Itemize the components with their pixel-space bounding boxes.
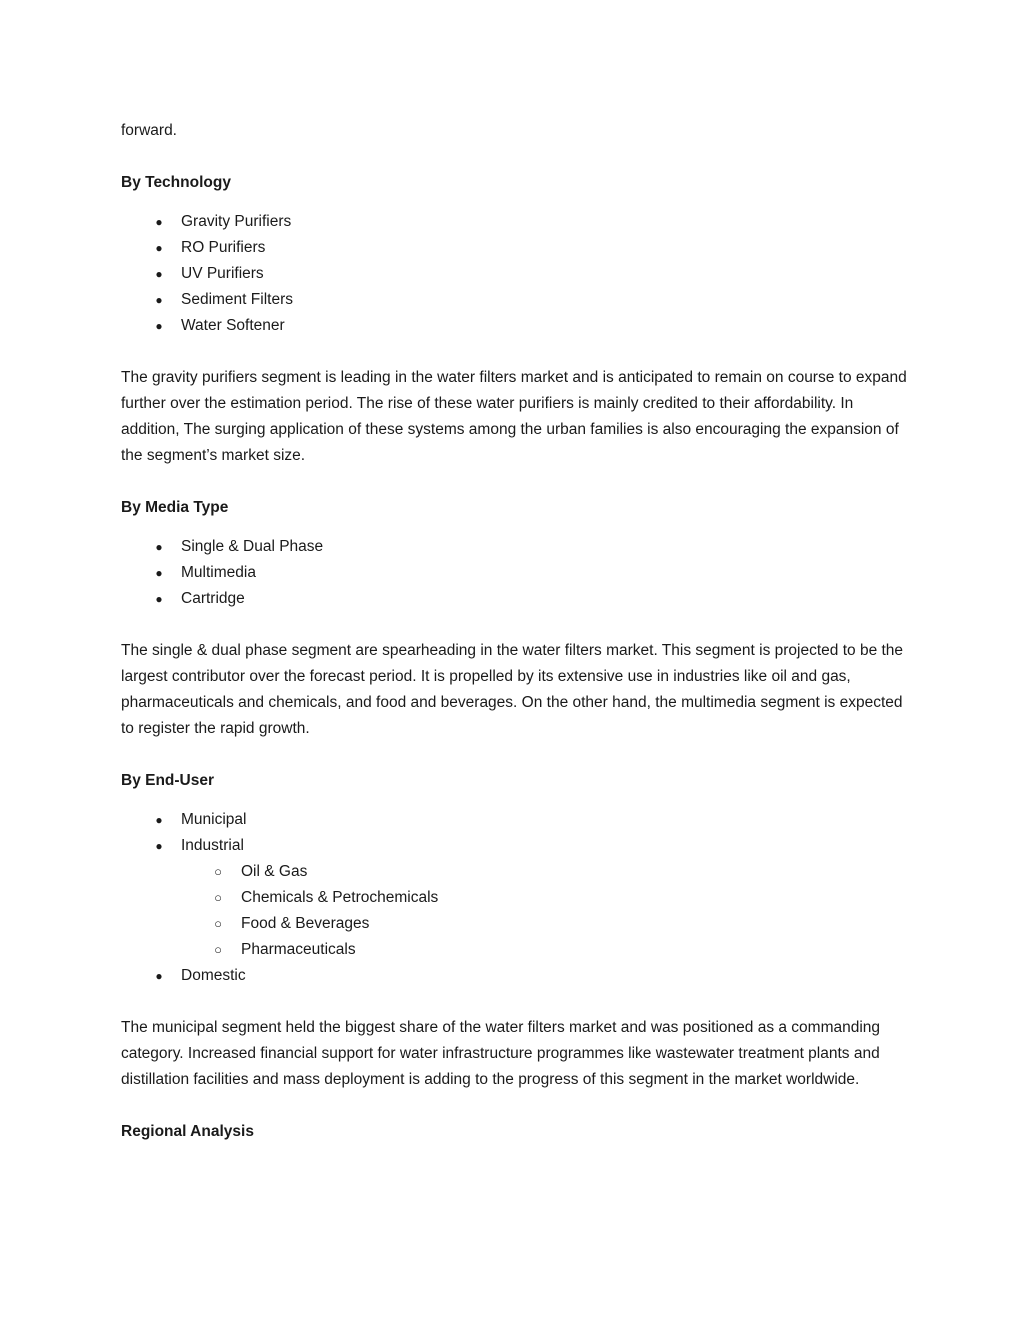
- bullet-icon: ●: [155, 592, 163, 606]
- bullet-icon: ●: [155, 540, 163, 554]
- bullet-icon: ●: [155, 319, 163, 333]
- industrial-sublist: [121, 859, 911, 963]
- list-item: [121, 807, 911, 833]
- technology-heading: By Technology: [121, 174, 231, 191]
- bullet-icon: ●: [155, 839, 163, 853]
- list-item-label: Food & Beverages: [241, 915, 370, 932]
- list-item: [121, 261, 911, 287]
- list-item: [121, 885, 911, 911]
- circle-bullet-icon: ○: [214, 890, 222, 905]
- list-item-label: UV Purifiers: [181, 265, 264, 282]
- bullet-icon: ●: [155, 293, 163, 307]
- list-item: [121, 235, 911, 261]
- circle-bullet-icon: ○: [214, 864, 222, 879]
- list-item: [121, 209, 911, 235]
- list-item-label: Gravity Purifiers: [181, 213, 292, 230]
- technology-list: [121, 209, 911, 339]
- list-item-label: Multimedia: [181, 564, 256, 581]
- list-item: [121, 560, 911, 586]
- circle-bullet-icon: ○: [214, 942, 222, 957]
- list-item-label: Industrial: [181, 837, 244, 854]
- list-item-label: Single & Dual Phase: [181, 538, 324, 555]
- end-user-paragraph: The municipal segment held the biggest share of the water filters market and was positioned as a commanding category. Increased financial support for water infrastructure programmes like wastewater treatment plants and distillation facilities and mass deployment is adding to the progress of this segment in the market worldwide.: [121, 1019, 881, 1088]
- regional-heading: Regional Analysis: [121, 1123, 254, 1140]
- list-item-label: Municipal: [181, 811, 247, 828]
- bullet-icon: ●: [155, 969, 163, 983]
- bullet-icon: ●: [155, 267, 163, 281]
- bullet-icon: ●: [155, 813, 163, 827]
- list-item: [121, 833, 911, 859]
- list-item-label: Domestic: [181, 967, 246, 984]
- bullet-icon: ●: [155, 215, 163, 229]
- list-item-label: RO Purifiers: [181, 239, 266, 256]
- bullet-icon: ●: [155, 241, 163, 255]
- circle-bullet-icon: ○: [214, 916, 222, 931]
- list-item-label: Water Softener: [181, 317, 285, 334]
- media-type-heading: By Media Type: [121, 499, 229, 516]
- list-item: [121, 287, 911, 313]
- intro-text: forward.: [121, 122, 177, 139]
- bullet-icon: ●: [155, 566, 163, 580]
- technology-paragraph: The gravity purifiers segment is leading in the water filters market and is anticipated to remain on course to expand further over the estimation period. The rise of these water purifiers is mainly credited to their affordability. In addition, The surging application of these systems among the urban families is also encouraging the expansion of the segment’s market size.: [121, 369, 907, 464]
- list-item-label: Oil & Gas: [241, 863, 308, 880]
- end-user-list-continued: [121, 963, 911, 989]
- list-item: [121, 859, 911, 885]
- list-item-label: Cartridge: [181, 590, 245, 607]
- list-item: [121, 911, 911, 937]
- list-item-label: Sediment Filters: [181, 291, 293, 308]
- media-type-paragraph: The single & dual phase segment are spearheading in the water filters market. This segment is projected to be the largest contributor over the forecast period. It is propelled by its extensive use in industries like oil and gas, pharmaceuticals and chemicals, and food and beverages. On the other hand, the multimedia segment is expected to register the rapid growth.: [121, 642, 904, 737]
- list-item: [121, 586, 911, 612]
- end-user-list: [121, 807, 911, 859]
- list-item-label: Chemicals & Petrochemicals: [241, 889, 439, 906]
- list-item-label: Pharmaceuticals: [241, 941, 356, 958]
- list-item: [121, 313, 911, 339]
- end-user-heading: By End-User: [121, 772, 215, 789]
- list-item: [121, 963, 911, 989]
- media-type-list: [121, 534, 911, 612]
- document-page: [121, 118, 911, 1145]
- list-item: [121, 937, 911, 963]
- list-item: [121, 534, 911, 560]
